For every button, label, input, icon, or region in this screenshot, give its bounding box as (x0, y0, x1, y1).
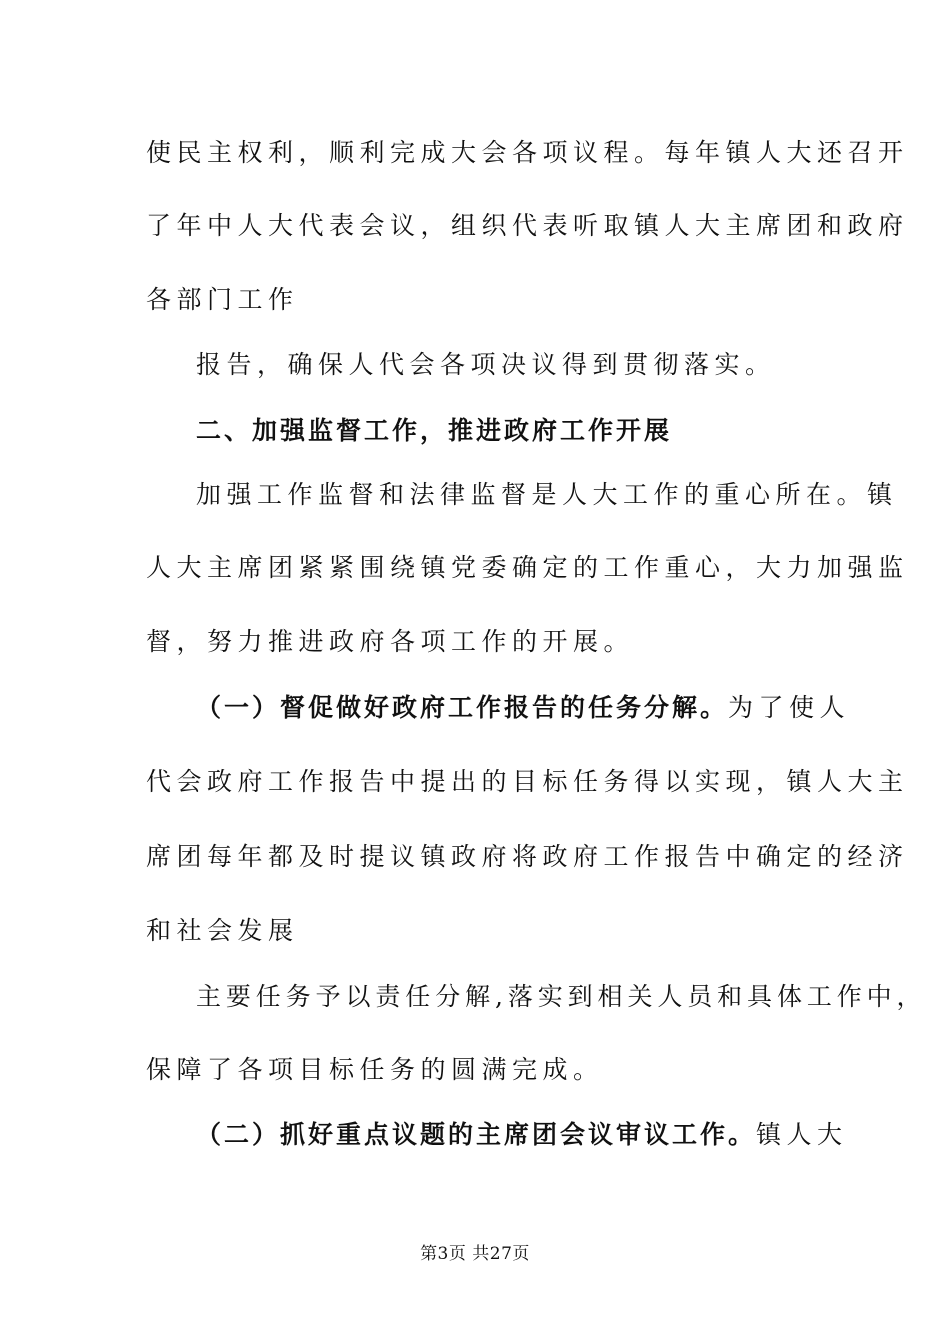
paragraph-line: 人大主席团紧紧围绕镇党委确定的工作重心，大力加强监 (146, 553, 909, 582)
paragraph-line-with-subheading (196, 1120, 848, 1150)
subheading-2: （二）抓好重点议题的主席团会议审议工作。 (196, 1120, 757, 1149)
paragraph-line: 督，努力推进政府各项工作的开展。 (146, 627, 635, 656)
paragraph-line: 保障了各项目标任务的圆满完成。 (146, 1055, 604, 1084)
section-heading: 二、加强监督工作，推进政府工作开展 (196, 416, 673, 445)
subheading-2-continuation: 镇人大 (756, 1120, 848, 1149)
paragraph-line: 主要任务予以责任分解,落实到相关人员和具体工作中， (196, 982, 927, 1011)
paragraph-line: 加强工作监督和法律监督是人大工作的重心所在。镇 (196, 480, 898, 509)
paragraph-line: 各部门工作 (146, 285, 299, 314)
paragraph-line: 使民主权利，顺利完成大会各项议程。每年镇人大还召开 (146, 138, 909, 167)
paragraph-line: 席团每年都及时提议镇政府将政府工作报告中确定的经济 (146, 842, 909, 871)
subheading-1: （一）督促做好政府工作报告的任务分解。 (196, 693, 729, 722)
paragraph-line: 代会政府工作报告中提出的目标任务得以实现，镇人大主 (146, 767, 909, 796)
subheading-1-continuation: 为了使人 (728, 693, 851, 722)
page-number-footer: 第3页 共27页 (420, 1244, 530, 1264)
paragraph-line-with-subheading (196, 693, 850, 723)
paragraph-line: 报告，确保人代会各项决议得到贯彻落实。 (196, 350, 776, 379)
paragraph-line: 了年中人大代表会议，组织代表听取镇人大主席团和政府 (146, 211, 909, 240)
paragraph-line: 和社会发展 (146, 916, 299, 945)
